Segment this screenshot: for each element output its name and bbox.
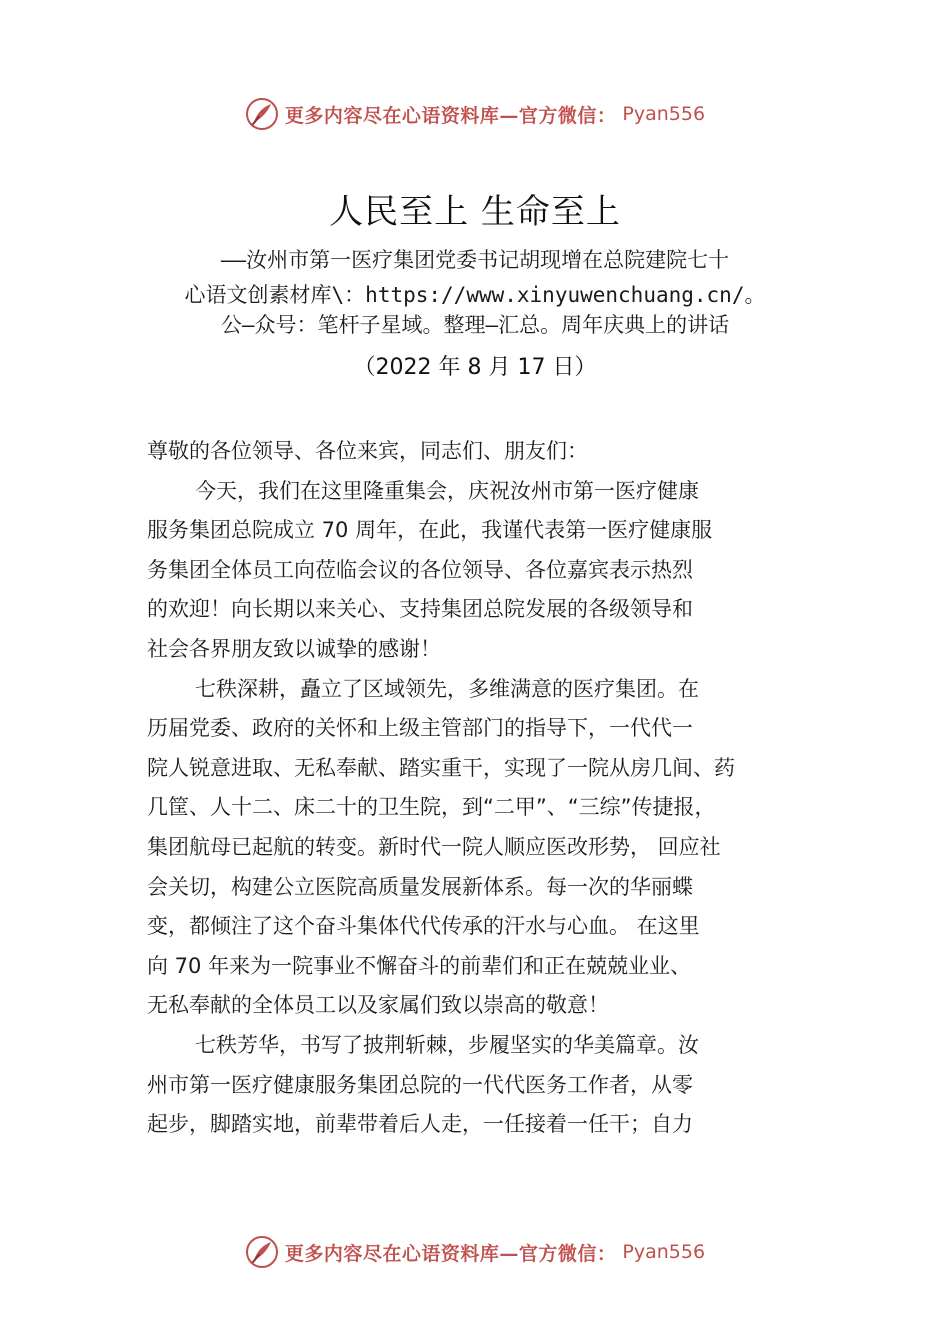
salutation: 尊敬的各位领导、各位来宾，同志们、朋友们： <box>147 439 588 463</box>
banner-wechat-id: Pyan556 <box>622 103 706 125</box>
header-banner <box>0 94 950 134</box>
body-line: 州市第一医疗健康服务集团总院的一代代医务工作者，从零 <box>147 1072 693 1097</box>
body-line: 七秩深耕，矗立了区域领先，多维满意的医疗集团。在 <box>195 676 699 701</box>
speech-date: （2022 年 8 月 17 日） <box>353 355 597 380</box>
body-line: 起步，脚踏实地，前辈带着后人走，一任接着一任干；自力 <box>147 1112 693 1137</box>
body-line: 集团航母已起航的转变。新时代一院人顺应医改形势， 回应社 <box>147 834 721 859</box>
body-line: 几筐、人十二、床二十的卫生院，到“二甲”、“三综”传捷报， <box>147 795 716 820</box>
banner-text: 更多内容尽在心语资料库—官方微信： <box>284 1242 617 1265</box>
body-line: 历届党委、政府的关怀和上级主管部门的指导下，一代代一 <box>147 716 693 741</box>
body-line: 务集团全体员工向莅临会议的各位领导、各位嘉宾表示热烈 <box>147 557 693 582</box>
body-line: 无私奉献的全体员工以及家属们致以崇高的敬意！ <box>147 993 609 1018</box>
body-line: 社会各界朋友致以诚挚的感谢！ <box>147 636 441 661</box>
subtitle-line: ——汝州市第一医疗集团党委书记胡现增在总院建院七十 <box>220 248 730 272</box>
body-line: 今天，我们在这里隆重集会，庆祝汝州市第一医疗健康 <box>195 478 699 503</box>
body-line: 七秩芳华，书写了披荆斩棘，步履坚实的华美篇章。汝 <box>195 1032 699 1057</box>
feather-pen-logo-icon <box>245 1235 279 1269</box>
feather-pen-logo-icon <box>245 97 279 131</box>
speech-body <box>147 432 827 1145</box>
banner-wechat-id: Pyan556 <box>622 1241 706 1263</box>
subtitle-line: 公—众号：笔杆子星域。整理—汇总。周年庆典上的讲话 <box>220 313 730 337</box>
footer-banner <box>0 1232 950 1272</box>
body-line: 的欢迎！向长期以来关心、支持集团总院发展的各级领导和 <box>147 597 693 622</box>
body-line: 向 70 年来为一院事业不懈奋斗的前辈们和正在兢兢业业、 <box>147 953 692 978</box>
body-line: 服务集团总院成立 70 周年，在此，我谨代表第一医疗健康服 <box>147 518 713 543</box>
body-line: 院人锐意进取、无私奉献、踏实重干，实现了一院从房几间、药 <box>147 755 735 780</box>
body-line: 变，都倾注了这个奋斗集体代代传承的汗水与心血。 在这里 <box>147 914 700 939</box>
subtitle-line: 心语文创素材库\：https://www.xinyuwenchuang.cn/。 <box>184 283 766 307</box>
body-line: 会关切，构建公立医院高质量发展新体系。每一次的华丽蝶 <box>147 874 693 899</box>
banner-text: 更多内容尽在心语资料库—官方微信： <box>284 104 617 127</box>
document-title: 人民至上 生命至上 <box>329 192 621 232</box>
